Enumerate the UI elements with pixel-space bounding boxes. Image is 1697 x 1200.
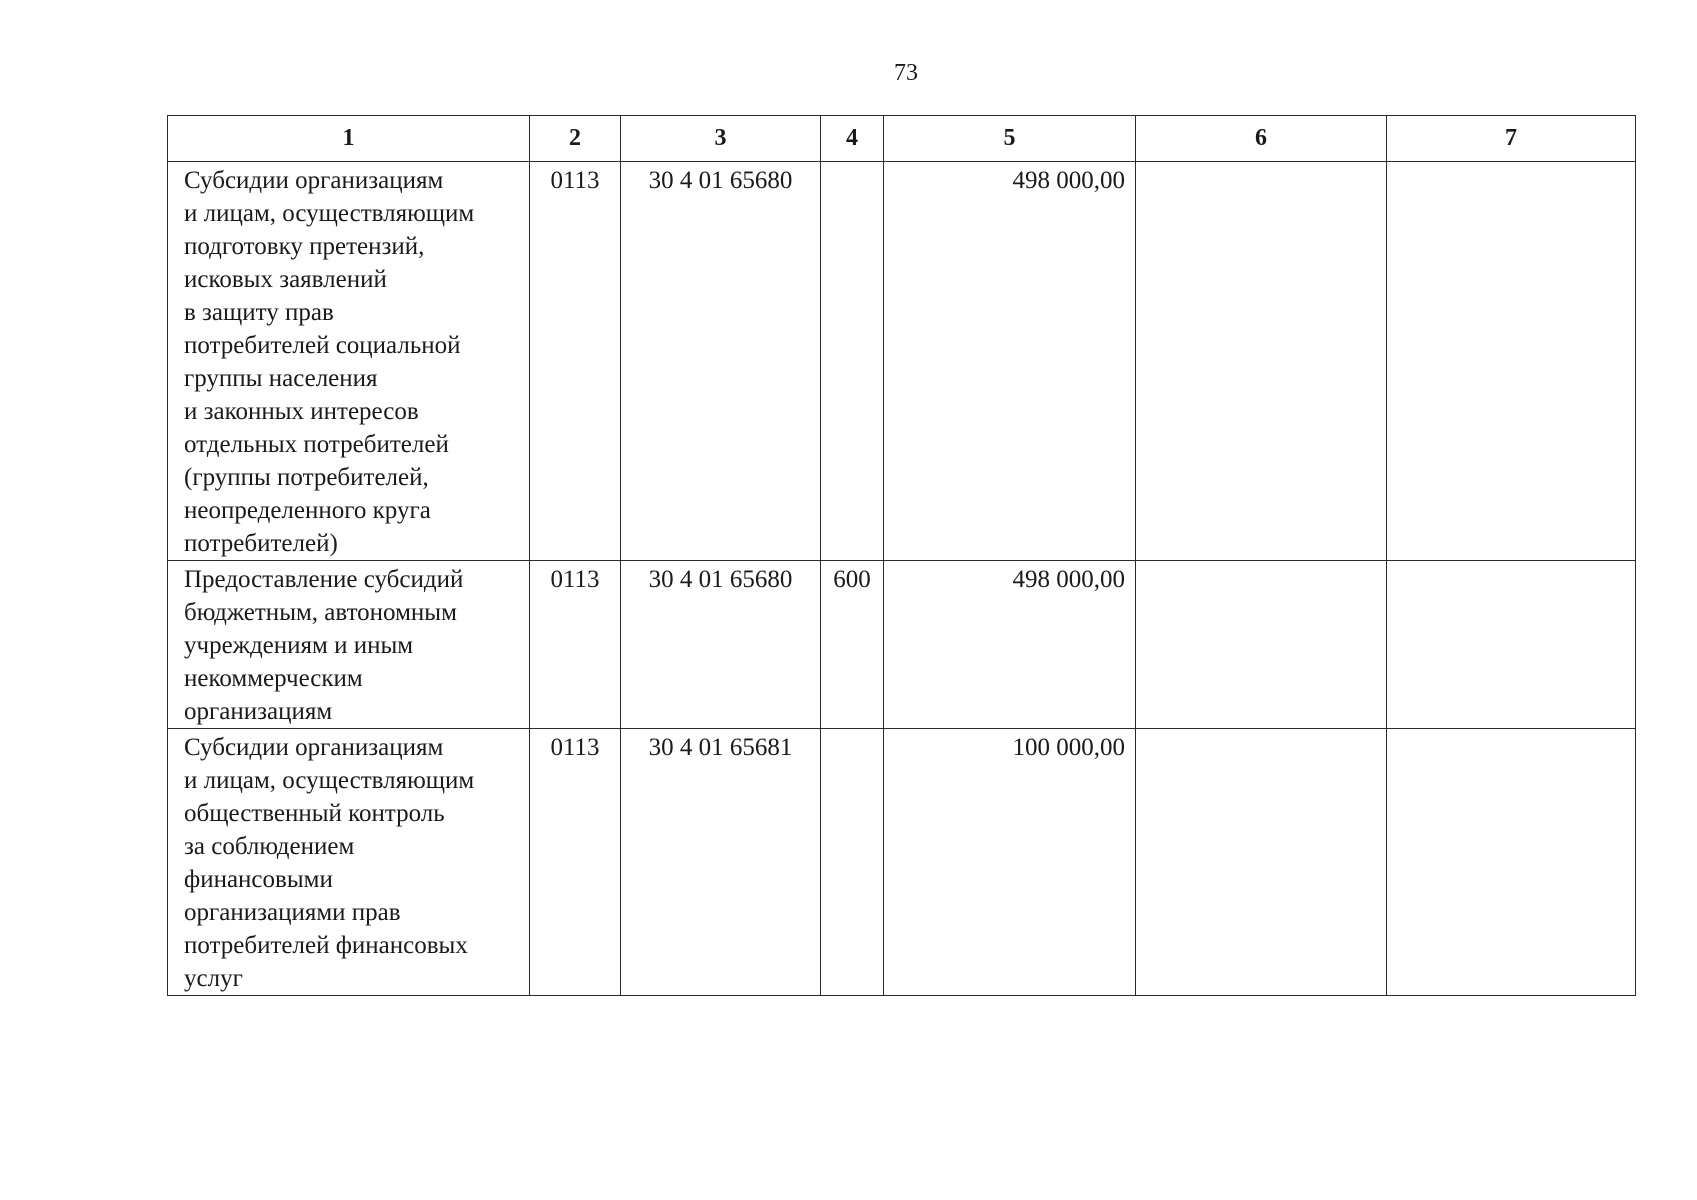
target-article-cell: 30 4 01 65680: [621, 162, 821, 561]
section-code-cell: 0113: [530, 729, 621, 996]
table-row: [168, 162, 1636, 561]
column-6-cell: [1136, 729, 1387, 996]
column-header-5: 5: [884, 116, 1136, 162]
header-row: [168, 116, 1636, 162]
column-header-2: 2: [530, 116, 621, 162]
amount-cell: 100 000,00: [884, 729, 1136, 996]
page-number: 73: [894, 60, 918, 86]
amount-cell: 498 000,00: [884, 561, 1136, 729]
row-name-cell: Субсидии организациям и лицам, осуществляющим общественный контроль за соблюдением финансовыми организациями прав потребителей финансовых услуг: [168, 729, 530, 996]
expense-type-cell: [821, 729, 884, 996]
column-header-7: 7: [1387, 116, 1636, 162]
expense-type-cell: 600: [821, 561, 884, 729]
section-code-cell: 0113: [530, 561, 621, 729]
table-row: [168, 729, 1636, 996]
table-row: [168, 561, 1636, 729]
column-6-cell: [1136, 561, 1387, 729]
section-code-cell: 0113: [530, 162, 621, 561]
column-header-1: 1: [168, 116, 530, 162]
target-article-cell: 30 4 01 65681: [621, 729, 821, 996]
row-name-cell: Предоставление субсидий бюджетным, автономным учреждениям и иным некоммерческим организациям: [168, 561, 530, 729]
column-7-cell: [1387, 729, 1636, 996]
amount-cell: 498 000,00: [884, 162, 1136, 561]
column-header-3: 3: [621, 116, 821, 162]
column-header-4: 4: [821, 116, 884, 162]
budget-table: [167, 115, 1636, 996]
target-article-cell: 30 4 01 65680: [621, 561, 821, 729]
row-name-cell: Субсидии организациям и лицам, осуществляющим подготовку претензий, исковых заявлений в защиту прав потребителей социальной группы населения и законных интересов отдельных потребителей (группы потребителей, неопределенного круга потребителей): [168, 162, 530, 561]
column-header-6: 6: [1136, 116, 1387, 162]
column-6-cell: [1136, 162, 1387, 561]
column-7-cell: [1387, 162, 1636, 561]
column-7-cell: [1387, 561, 1636, 729]
expense-type-cell: [821, 162, 884, 561]
